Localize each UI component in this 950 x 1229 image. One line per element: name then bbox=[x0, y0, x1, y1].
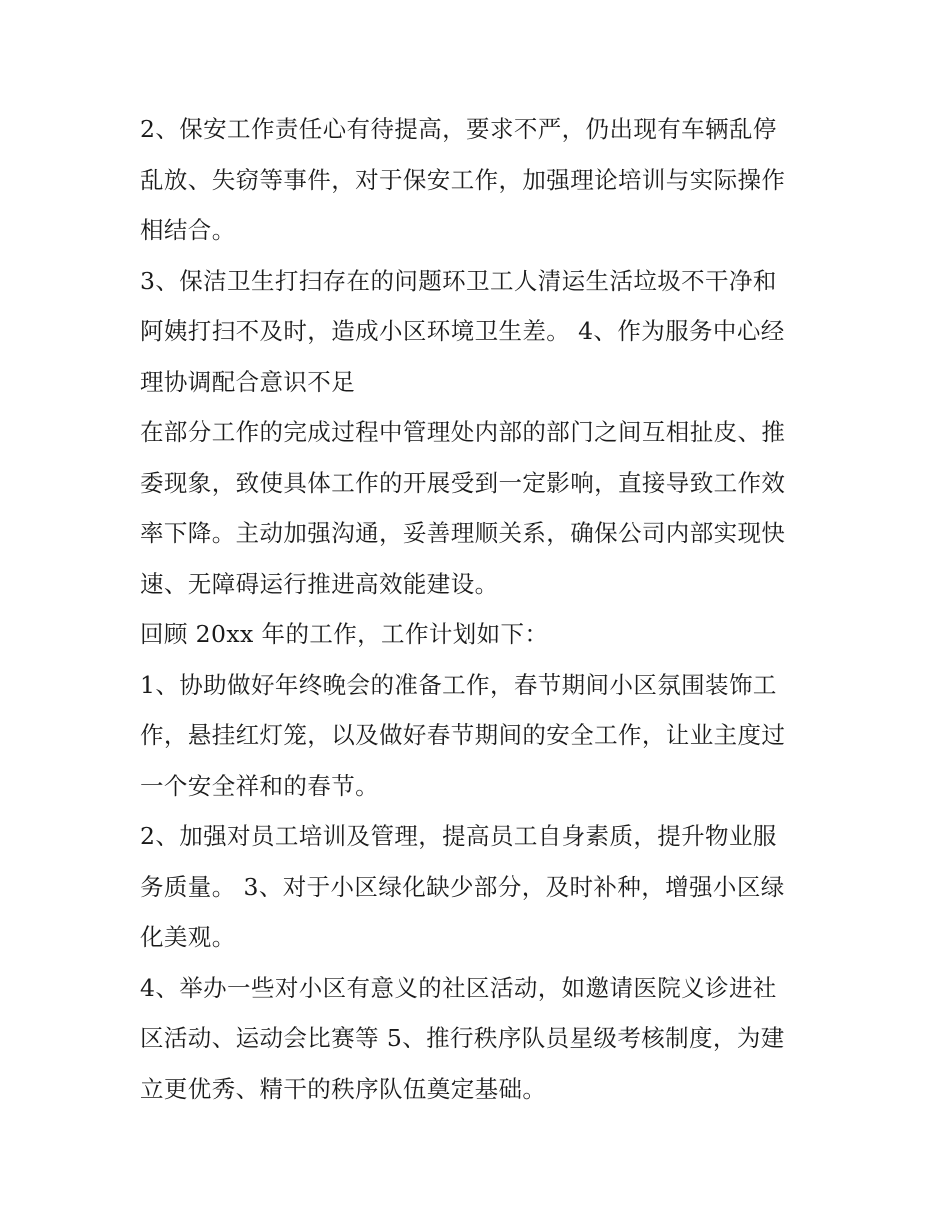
text-line: 一个安全祥和的春节。 bbox=[140, 771, 379, 800]
paragraph-plan-item-4-5 bbox=[140, 963, 816, 1115]
text-line: 务质量。 3、对于小区绿化缺少部分，及时补种，增强小区绿 bbox=[140, 872, 785, 901]
text-line: 2、加强对员工培训及管理，提高员工自身素质，提升物业服 bbox=[140, 822, 777, 850]
paragraph-cleaning-issues bbox=[140, 256, 816, 408]
text-line: 化美观。 bbox=[140, 923, 236, 951]
text-line: 区活动、运动会比赛等 5、推行秩序队员星级考核制度，为建 bbox=[140, 1024, 785, 1052]
paragraph-security-issues bbox=[140, 104, 816, 256]
text-line: 委现象，致使具体工作的开展受到一定影响，直接导致工作效 bbox=[140, 468, 786, 497]
paragraph-plan-item-1 bbox=[140, 660, 816, 812]
text-line: 4、举办一些对小区有意义的社区活动，如邀请医院义诊进社 bbox=[140, 973, 777, 1002]
paragraph-coordination bbox=[140, 407, 816, 609]
text-line: 率下降。主动加强沟通，妥善理顺关系，确保公司内部实现快 bbox=[140, 519, 786, 547]
text-line: 阿姨打扫不及时，造成小区环境卫生差。 4、作为服务中心经 bbox=[140, 317, 785, 345]
text-line: 1、协助做好年终晚会的准备工作，春节期间小区氛围装饰工 bbox=[140, 670, 777, 699]
text-line: 速、无障碍运行推进高效能建设。 bbox=[140, 569, 499, 598]
paragraph-plan-heading bbox=[140, 609, 816, 660]
document-body bbox=[140, 104, 816, 1114]
text-line: 理协调配合意识不足 bbox=[140, 367, 356, 396]
text-line: 立更优秀、精干的秩序队伍奠定基础。 bbox=[140, 1074, 547, 1103]
text-line: 2、保安工作责任心有待提高，要求不严，仍出现有车辆乱停 bbox=[140, 115, 777, 143]
text-line: 乱放、失窃等事件，对于保安工作，加强理论培训与实际操作 bbox=[140, 165, 786, 194]
text-line: 3、保洁卫生打扫存在的问题环卫工人清运生活垃圾不干净和 bbox=[140, 266, 777, 295]
text-line: 作，悬挂红灯笼，以及做好春节期间的安全工作，让业主度过 bbox=[140, 721, 786, 749]
text-line: 在部分工作的完成过程中管理处内部的部门之间互相扯皮、推 bbox=[140, 418, 786, 446]
paragraph-plan-item-2-3 bbox=[140, 811, 816, 963]
text-line: 回顾 20xx 年的工作，工作计划如下： bbox=[140, 620, 549, 648]
text-line: 相结合。 bbox=[140, 216, 236, 244]
